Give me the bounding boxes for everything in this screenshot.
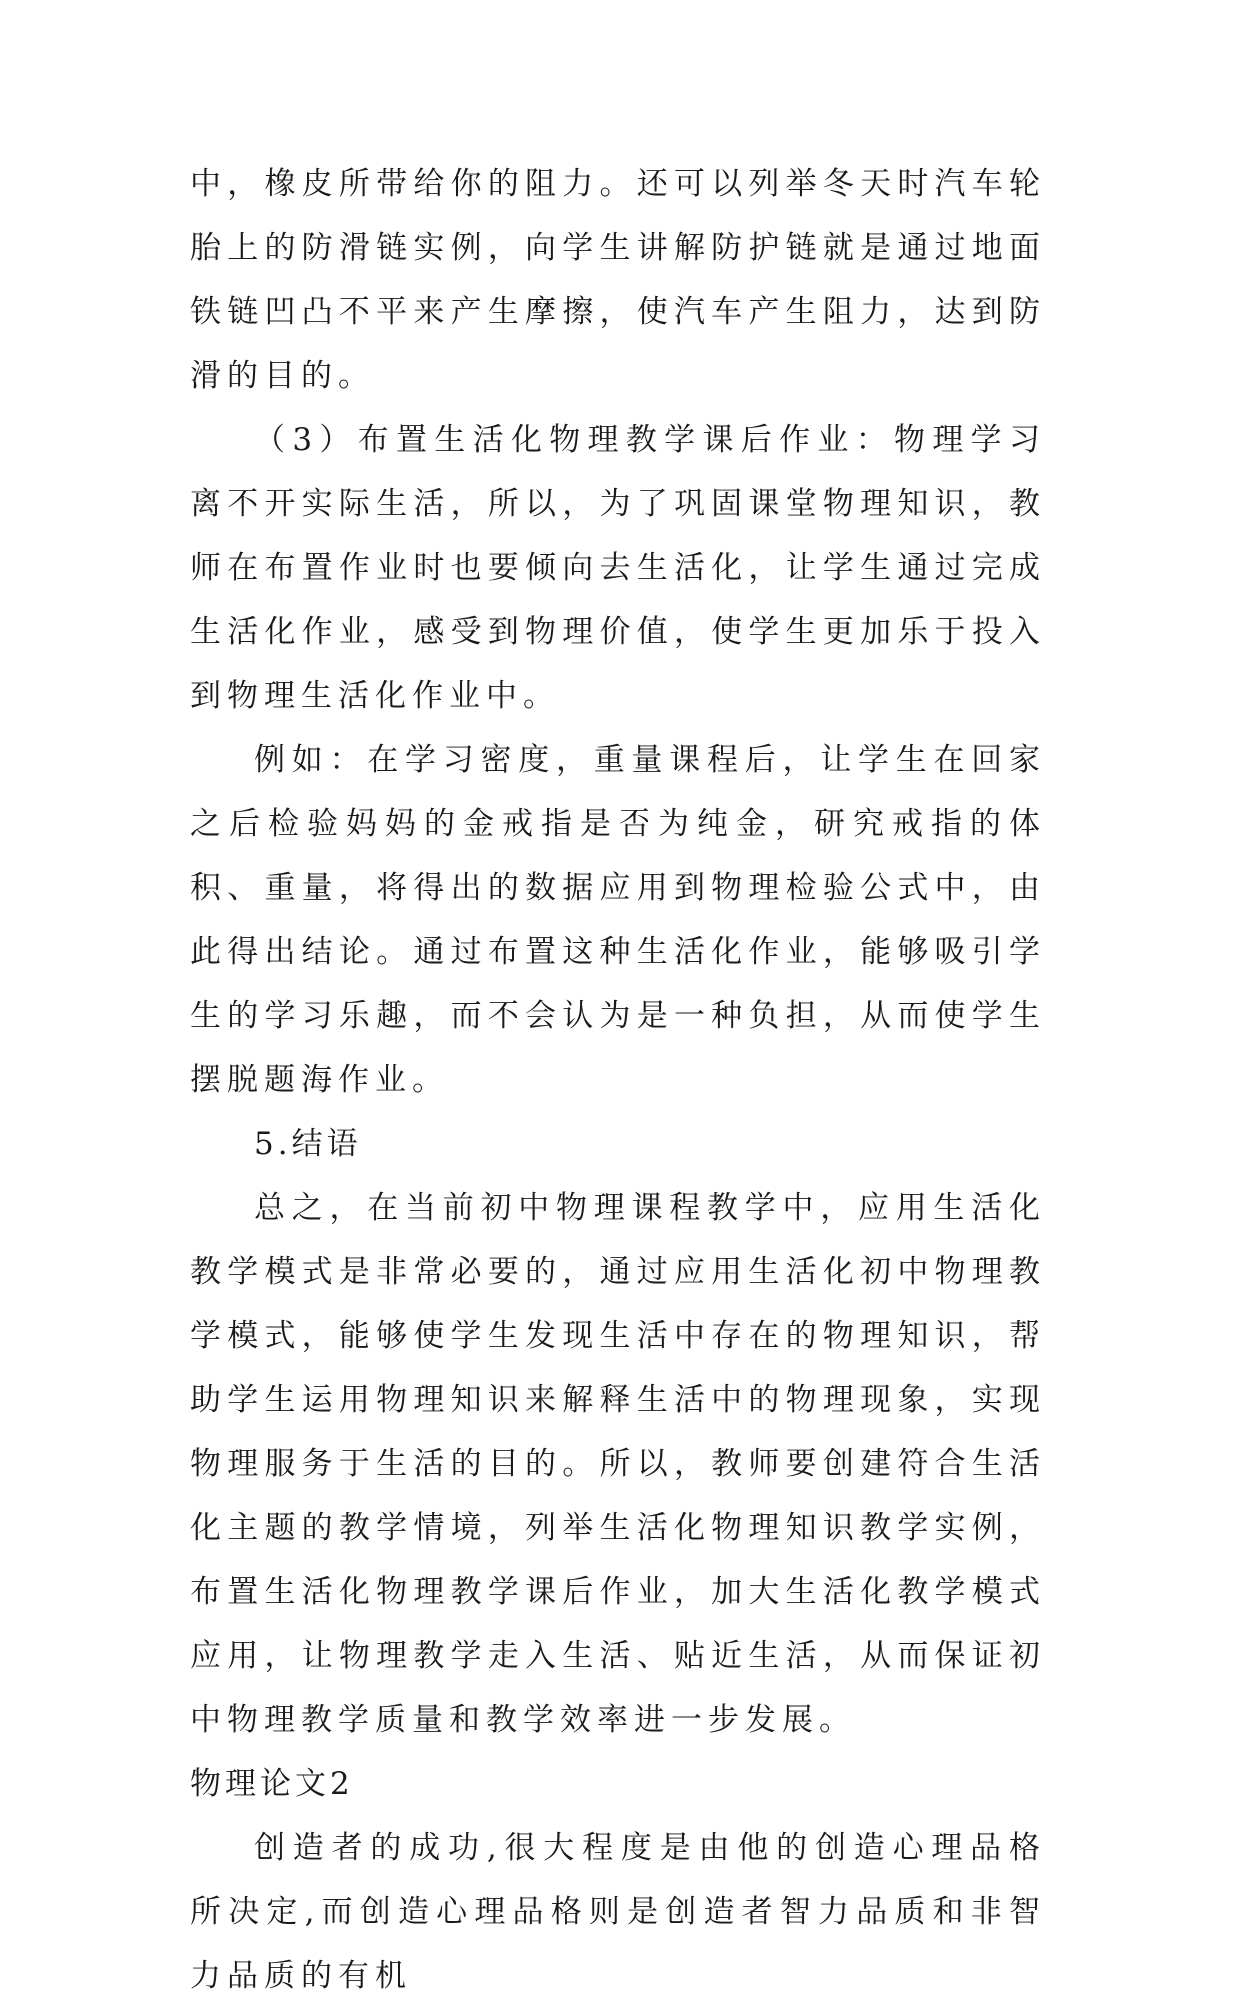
article-title: 物理论文2 [190, 1766, 354, 1802]
section-heading-conclusion: 5.结语 [254, 1126, 362, 1162]
paragraph-continuation: 中，橡皮所带给你的阻力。还可以列举冬天时汽车轮胎上的防滑链实例，向学生讲解防护链就是通过地面铁链凹凸不平来产生摩擦，使汽车产生阻力，达到防滑的目的。 [190, 166, 1046, 394]
paragraph-conclusion: 总之，在当前初中物理课程教学中，应用生活化教学模式是非常必要的，通过应用生活化初中物理教学模式，能够使学生发现生活中存在的物理知识，帮助学生运用物理知识来解释生活中的物理现象，实现物理服务于生活的目的。所以，教师要创建符合生活化主题的教学情境，列举生活化物理知识教学实例，布置生活化物理教学课后作业，加大生活化教学模式应用，让物理教学走入生活、贴近生活，从而保证初中物理教学质量和教学效率进一步发展。 [190, 1190, 1046, 1738]
document-page [190, 152, 1046, 2008]
paragraph-homework: （3）布置生活化物理教学课后作业：物理学习离不开实际生活，所以，为了巩固课堂物理知识，教师在布置作业时也要倾向去生活化，让学生通过完成生活化作业，感受到物理价值，使学生更加乐于投入到物理生活化作业中。 [190, 422, 1046, 714]
paragraph-example: 例如：在学习密度，重量课程后，让学生在回家之后检验妈妈的金戒指是否为纯金，研究戒指的体积、重量，将得出的数据应用到物理检验公式中，由此得出结论。通过布置这种生活化作业，能够吸引学生的学习乐趣，而不会认为是一种负担，从而使学生摆脱题海作业。 [190, 742, 1046, 1098]
paragraph-article-intro: 创造者的成功,很大程度是由他的创造心理品格所决定,而创造心理品格则是创造者智力品质和非智力品质的有机 [190, 1830, 1046, 1994]
